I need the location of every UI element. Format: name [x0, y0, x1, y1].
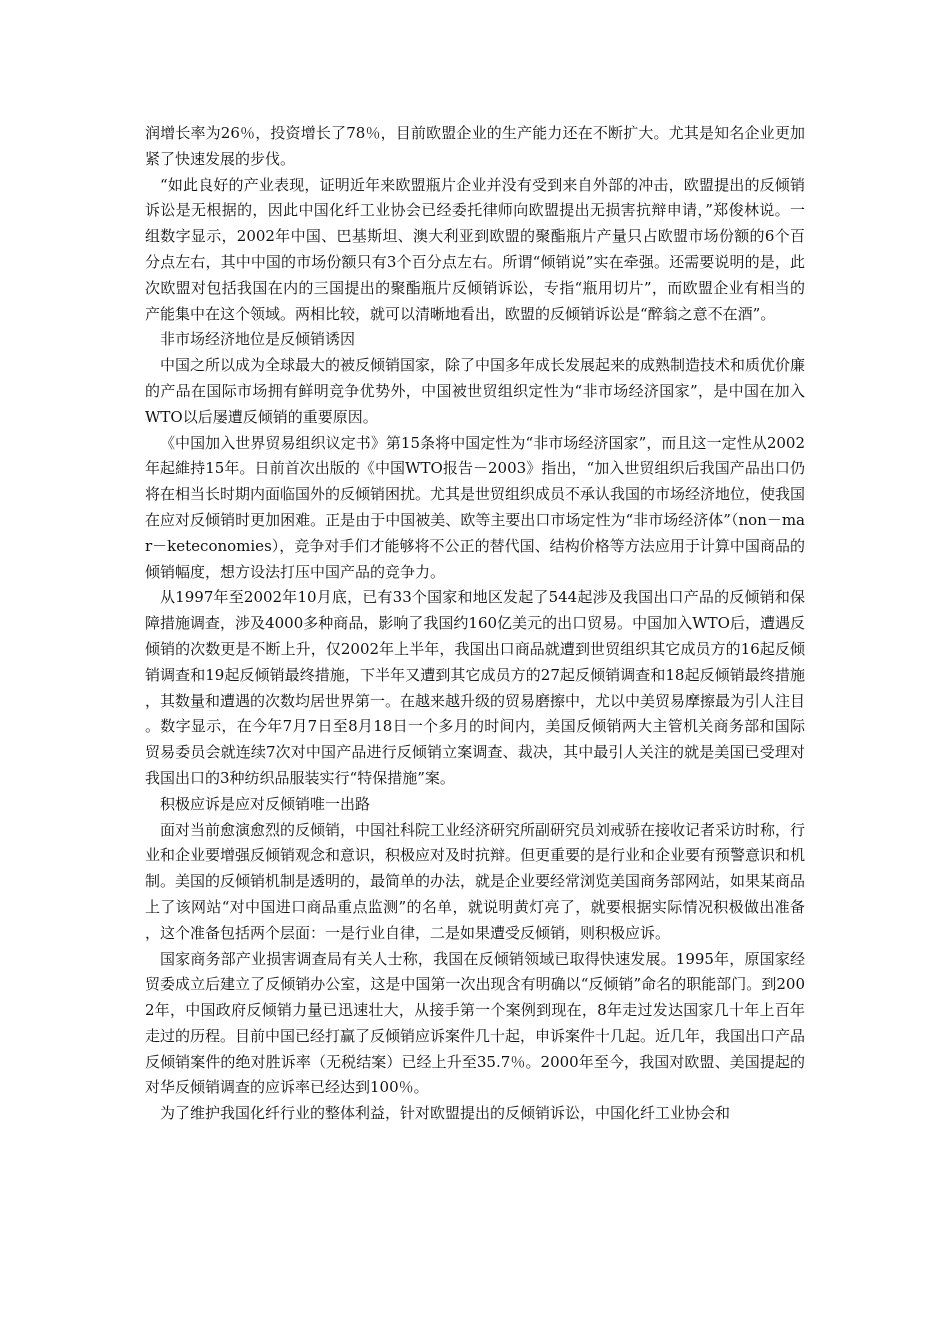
paragraph: “如此良好的产业表现，证明近年来欧盟瓶片企业并没有受到来自外部的冲击，欧盟提出的反倾销诉讼是无根据的，因此中国化纤工业协会已经委托律师向欧盟提出无损害抗辩申请，”郑俊林说。一组数字显示，2002年中国、巴基斯坦、澳大利亚到欧盟的聚酯瓶片产量只占欧盟市场份额的6个百分点左右，其中中国的市场份额只有3个百分点左右。所谓“倾销说”实在牵强。还需要说明的是，此次欧盟对包括我国在内的三国提出的聚酯瓶片反倾销诉讼，专指“瓶用切片”，而欧盟企业有相当的产能集中在这个领域。两相比较，就可以清晰地看出，欧盟的反倾销诉讼是“醉翁之意不在酒”。: [145, 175, 805, 323]
paragraph: 国家商务部产业损害调查局有关人士称，我国在反倾销领域已取得快速发展。1995年，原国家经贸委成立后建立了反倾销办公室，这是中国第一次出现含有明确以“反倾销”命名的职能部门。到2002年，中国政府反倾销力量已迅速壮大，从接手第一个案例到现在，8年走过发达国家几十年上百年走过的历程。目前中国已经打赢了反倾销应诉案件几十起，申诉案件十几起。近几年，我国出口产品反倾销案件的绝对胜诉率（无税结案）已经上升至35.7％。2000年至今，我国对欧盟、美国提起的对华反倾销调查的应诉率已经达到100％。: [145, 949, 806, 1097]
section-heading: 非市场经济地位是反倾销诱因: [160, 330, 356, 349]
article-body: [145, 121, 805, 1127]
paragraph: 面对当前愈演愈烈的反倾销，中国社科院工业经济研究所副研究员刘戒骄在接收记者采访时称，行业和企业要增强反倾销观念和意识，积极应对及时抗辩。但更重要的是行业和企业要有预警意识和机制。美国的反倾销机制是透明的，最简单的办法，就是企业要经常浏览美国商务部网站，如果某商品上了该网站“对中国进口商品重点监测”的名单，就说明黄灯亮了，就要根据实际情况积极做出准备，这个准备包括两个层面：一是行业自律，二是如果遭受反倾销，则积极应诉。: [145, 820, 806, 942]
section-heading: 积极应诉是应对反倾销唯一出路: [160, 794, 371, 813]
paragraph: 《中国加入世界贸易组织议定书》第15条将中国定性为“非市场经济国家”，而且这一定性从2002年起維持15年。日前首次出版的《中国WTO报告－2003》指出，“加入世贸组织后我国产品出口仍将在相当长时期内面临国外的反倾销困扰。尤其是世贸组织成员不承认我国的市场经济地位，使我国在应对反倾销时更加困难。正是由于中国被美、欧等主要出口市场定性为“非市场经济体”（non－mar－keteconomies），竞争对手们才能够将不公正的替代国、结构价格等方法应用于计算中国商品的倾销幅度，想方设法打压中国产品的竞争力。: [145, 433, 806, 581]
paragraph: 从1997年至2002年10月底，已有33个国家和地区发起了544起涉及我国出口产品的反倾销和保障措施调查，涉及4000多种商品，影响了我国约160亿美元的出口贸易。中国加入WTO后，遭遇反倾销的次数更是不断上升，仅2002年上半年，我国出口商品就遭到世贸组织其它成员方的16起反倾销调查和19起反倾销最终措施，下半年又遭到其它成员方的27起反倾销调查和18起反倾销最终措施，其数量和遭遇的次数均居世界第一。在越来越升级的贸易磨擦中，尤以中美贸易摩擦最为引人注目。数字显示，在今年7月7日至8月18日一个多月的时间内，美国反倾销两大主管机关商务部和国际贸易委员会就连续7次对中国产品进行反倾销立案调查、裁决，其中最引人关注的就是美国已受理对我国出口的3种纺织品服装实行“特保措施”案。: [145, 588, 806, 787]
paragraph: 为了维护我国化纤行业的整体利益，针对欧盟提出的反倾销诉讼，中国化纤工业协会和: [160, 1104, 731, 1123]
paragraph-continuation: 润增长率为26％，投资增长了78％，目前欧盟企业的生产能力还在不断扩大。尤其是知名企业更加紧了快速发展的步伐。: [145, 124, 805, 168]
paragraph: 中国之所以成为全球最大的被反倾销国家，除了中国多年成长发展起来的成熟制造技术和质优价廉的产品在国际市场拥有鲜明竞争优势外，中国被世贸组织定性为“非市场经济国家”，是中国在加入WTO以后屡遭反倾销的重要原因。: [145, 356, 806, 426]
